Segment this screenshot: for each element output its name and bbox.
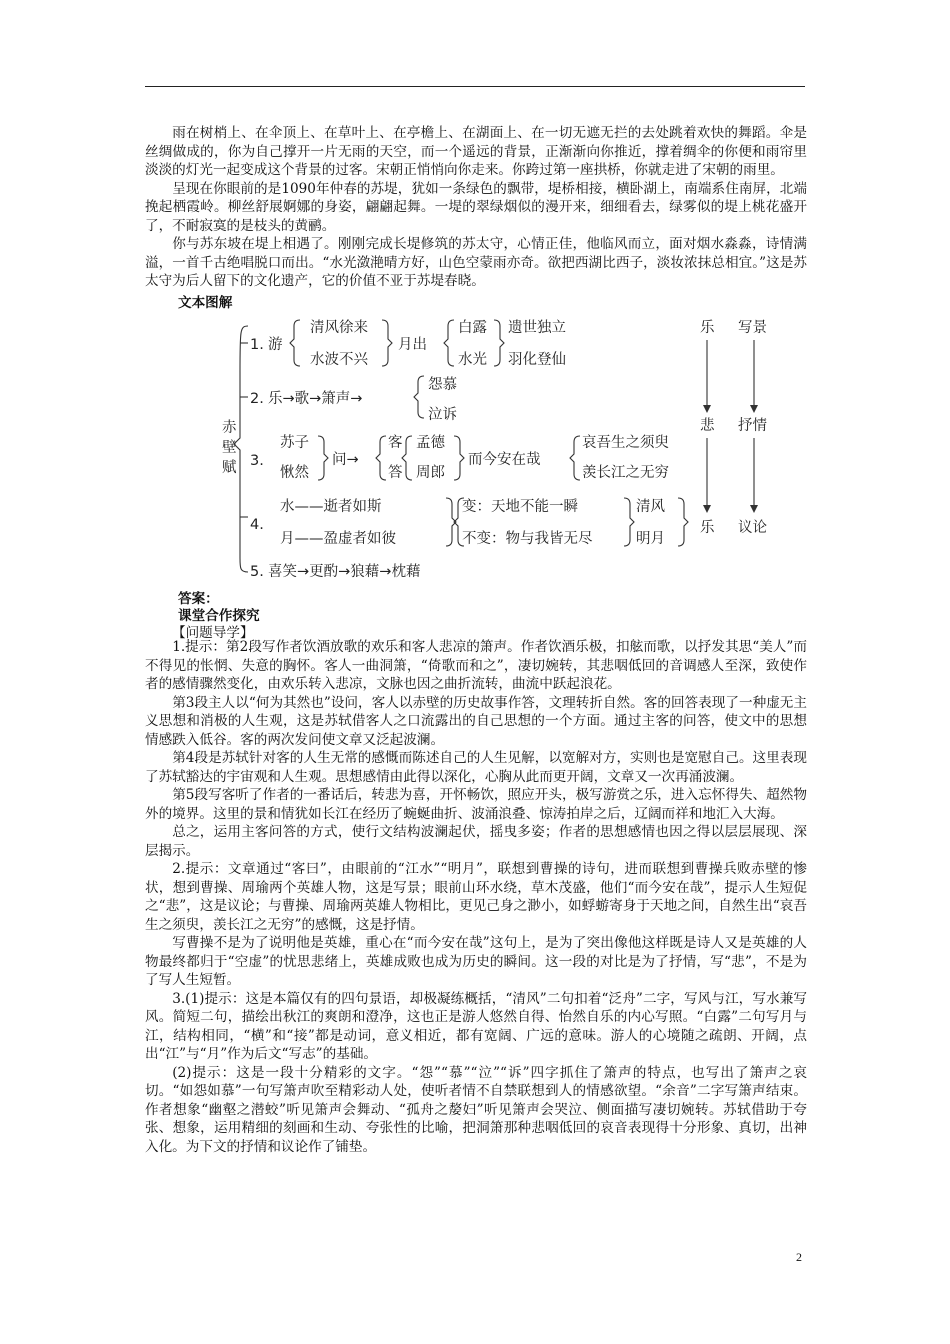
- row-number: 1.: [250, 337, 264, 353]
- brace-left: [376, 436, 386, 480]
- row1-item: 羽化登仙: [508, 352, 566, 368]
- diagram-title-char: 壁: [222, 440, 237, 456]
- row3-item: 哀吾生之须臾: [582, 435, 669, 451]
- brace-right: [494, 320, 504, 366]
- answer-heading: 答案：: [178, 591, 219, 607]
- row1-item: 水波不兴: [310, 352, 368, 368]
- row2-chain: 乐→歌→箫声→: [268, 391, 363, 407]
- row2-item: 泣诉: [428, 407, 457, 423]
- arrow-head: [703, 505, 711, 513]
- row4-item: 清风: [636, 499, 665, 515]
- brace-left: [414, 376, 424, 418]
- row3-item: 周郎: [416, 465, 445, 481]
- row-number: 4.: [250, 517, 264, 533]
- brace-right: [318, 436, 328, 480]
- brace-left: [570, 436, 580, 480]
- row2-item: 怨慕: [428, 377, 457, 393]
- row-number: 3.: [250, 453, 264, 469]
- diagram-title-char: 赤: [222, 420, 237, 436]
- method-label: 写景: [738, 320, 767, 336]
- passage: [145, 124, 807, 291]
- passage-paragraph: 雨在树梢上、在伞顶上、在草叶上、在亭檐上、在湖面上、在一切无遮无拦的去处跳着欢快的舞蹈。伞是丝绸做成的，你为自己撑开一片无雨的天空，而一个遥远的背景，正渐渐向你推近，撑着绸伞的你便和雨帘里淡淡的灯光一起变成这个背景的过客。宋朝正悄悄向你走来。你跨过第一座拱桥，你就走进了宋朝的雨里。: [145, 125, 807, 178]
- row1-item: 清风徐来: [310, 320, 368, 336]
- row3-item: 答: [388, 465, 403, 481]
- answers: [145, 638, 807, 1156]
- passage-paragraph: 呈现在你眼前的是1090年仲春的苏堤，犹如一条绿色的飘带，堤桥相接，横卧湖上，南端系住南屏，北端挽起栖霞岭。柳丝舒展婀娜的身姿，翩翩起舞。一堤的翠绿烟似的漫开来，细细看去，绿雾似的堤上桃花盛开了，不耐寂寞的是枝头的黄鹂。: [145, 180, 807, 234]
- row3-item: 愀然: [280, 465, 309, 481]
- diagram-title-char: 赋: [222, 460, 237, 476]
- row5-chain: 喜笑→更酌→狼藉→枕藉: [268, 564, 421, 580]
- row4-item: 不变：物与我皆无尽: [462, 531, 593, 547]
- answer-paragraph: 第3段主人以“何为其然也”设问，客人以赤壁的历史故事作答，文理转折自然。客的回答表现了一种虚无主义思想和消极的人生观，这是苏轼借客人之口流露出的自己思想的一个方面。通过主客的问答，使文中的思想情感跌入低谷。客的两次发问使文章又泛起波澜。: [145, 694, 807, 748]
- arrow-head: [703, 405, 711, 413]
- row3-item: 孟德: [416, 435, 445, 451]
- row1-you: 游: [268, 337, 283, 353]
- method-label: 议论: [738, 520, 767, 536]
- text-structure-diagram: [210, 312, 800, 584]
- answer-paragraph: 3.(1)提示：这是本篇仅有的四句景语，却极凝练概括，“清风”二句扣着“泛舟”二字，写风与江，写水兼写风。简短二句，描绘出秋江的爽朗和澄净，这也正是游人悠然自得、怡然自乐的内心写照。“白露”二句写月与江，结构相同，“横”和“接”都是动词，意义相近，都有宽阔、广远的意味。游人的心境随之疏朗、开阔，点出“江”与“月”作为后文“写志”的基础。: [145, 990, 807, 1062]
- brace-right: [454, 436, 464, 480]
- row4-item: 月——盈虚者如彼: [280, 531, 396, 547]
- brace-right: [382, 320, 392, 366]
- passage-paragraph: 你与苏东坡在堤上相遇了。刚刚完成长堤修筑的苏太守，心情正佳，他临风而立，面对烟水淼淼，诗情满溢，一首千古绝唱脱口而出。“水光潋滟晴方好，山色空蒙雨亦奇。欲把西湖比西子，淡妆浓抹总相宜。”这是苏太守为后人留下的文化遗产，它的价值不亚于苏堤春晓。: [145, 236, 807, 289]
- page-number: 2: [796, 1250, 802, 1264]
- row4-item: 明月: [636, 531, 665, 547]
- row3-item: 苏子: [280, 435, 309, 451]
- brace-left: [444, 320, 454, 366]
- method-label: 抒情: [738, 418, 767, 434]
- emotion-label: 乐: [700, 320, 715, 336]
- brace-left: [402, 436, 412, 480]
- diagram-heading: 文本图解: [178, 295, 233, 311]
- row4-item: 变：天地不能一瞬: [462, 499, 578, 515]
- answer-paragraph: 第5段写客听了作者的一番话后，转悲为喜，开怀畅饮，照应开头，极写游赏之乐，进入忘怀得失、超然物外的境界。这里的景和情犹如长江在经历了蜿蜒曲折、波涌浪叠、惊涛拍岸之后，辽阔而祥和地汇入大海。: [145, 787, 807, 822]
- emotion-label: 悲: [700, 418, 715, 434]
- row1-item: 遗世独立: [508, 320, 566, 336]
- section-heading: 课堂合作探究: [178, 608, 260, 624]
- row1-moon: 月出: [398, 337, 427, 353]
- arrow-head: [750, 405, 758, 413]
- answer-paragraph: 2.提示：文章通过“客曰”，由眼前的“江水”“明月”，联想到曹操的诗句，进而联想到曹操兵败赤壁的惨状，想到曹操、周瑜两个英雄人物，这是写景；眼前山环水绕，草木茂盛，他们“而今安在哉”，提示人生短促之“悲”，这是议论；与曹操、周瑜两英雄人物相比，更见己身之渺小，如蜉蝣寄身于天地之间，自然生出“哀吾生之须臾，羡长江之无穷”的感慨，这是抒情。: [145, 861, 807, 933]
- answer-paragraph: (2)提示：这是一段十分精彩的文字。“怨”“慕”“泣”“诉”四字抓住了箫声的特点，也写出了箫声之哀切。“如怨如慕”一句写箫声吹至精彩动人处，使听者情不自禁联想到人的情感欲望。“余音”二字写箫声结束。作者想象“幽壑之潜蛟”听见箫声会舞动、“孤舟之嫠妇”听见箫声会哭泣、侧面描写凄切婉转。苏轼借助于夸张、想象，运用精细的刻画和生动、夸张性的比喻，把洞箫那种悲咽低回的哀音表现得十分形象、真切，出神入化。为下文的抒情和议论作了铺垫。: [145, 1064, 807, 1155]
- emotion-label: 乐: [700, 520, 715, 536]
- row3-item: 羡长江之无穷: [582, 465, 669, 481]
- answer-paragraph: 总之，运用主客问答的方式，使行文结构波澜起伏，摇曳多姿；作者的思想感情也因之得以层层展现、深层揭示。: [145, 824, 807, 859]
- brace-right: [678, 498, 688, 546]
- row3-ask: 问→: [332, 452, 359, 468]
- answer-paragraph: 第4段是苏轼针对客的人生无常的感慨而陈述自己的人生见解，以宽解对方，实则也是宽慰自己。这里表现了苏轼豁达的宇宙观和人生观。思想感情由此得以深化，心胸从此而更开阔，文章又一次再涌波澜。: [145, 750, 807, 785]
- brace-left: [290, 320, 300, 366]
- answer-paragraph: 1.提示：第2段写作者饮酒放歌的欢乐和客人悲凉的箫声。作者饮酒乐极，扣舷而歌，以抒发其思“美人”而不得见的怅惘、失意的胸怀。客人一曲洞箫，“倚歌而和之”，凄切婉转，其悲咽低回的音调感人至深，致使作者的感情骤然变化，由欢乐转入悲凉，文脉也因之曲折流转，曲流中跃起浪花。: [145, 639, 807, 692]
- answer-paragraph: 写曹操不是为了说明他是英雄，重心在“而今安在哉”这句上，是为了突出像他这样既是诗人又是英雄的人物最终都归于“空虚”的忧思悲绪上，英雄成败也成为历史的瞬间。这一段的对比是为了抒情，写“悲”，不是为了写人生短暂。: [145, 935, 807, 988]
- arrow-head: [750, 505, 758, 513]
- row3-where: 而今安在哉: [468, 452, 541, 468]
- row1-item: 水光: [458, 352, 487, 368]
- sub-heading: 【问题导学】: [172, 625, 254, 641]
- header-rule: [145, 86, 805, 87]
- row-number: 2.: [250, 391, 264, 407]
- row1-item: 白露: [458, 320, 487, 336]
- brace-right: [624, 498, 634, 546]
- row3-item: 客: [388, 435, 403, 451]
- row4-item: 水——逝者如斯: [280, 499, 382, 515]
- row-number: 5.: [250, 564, 264, 580]
